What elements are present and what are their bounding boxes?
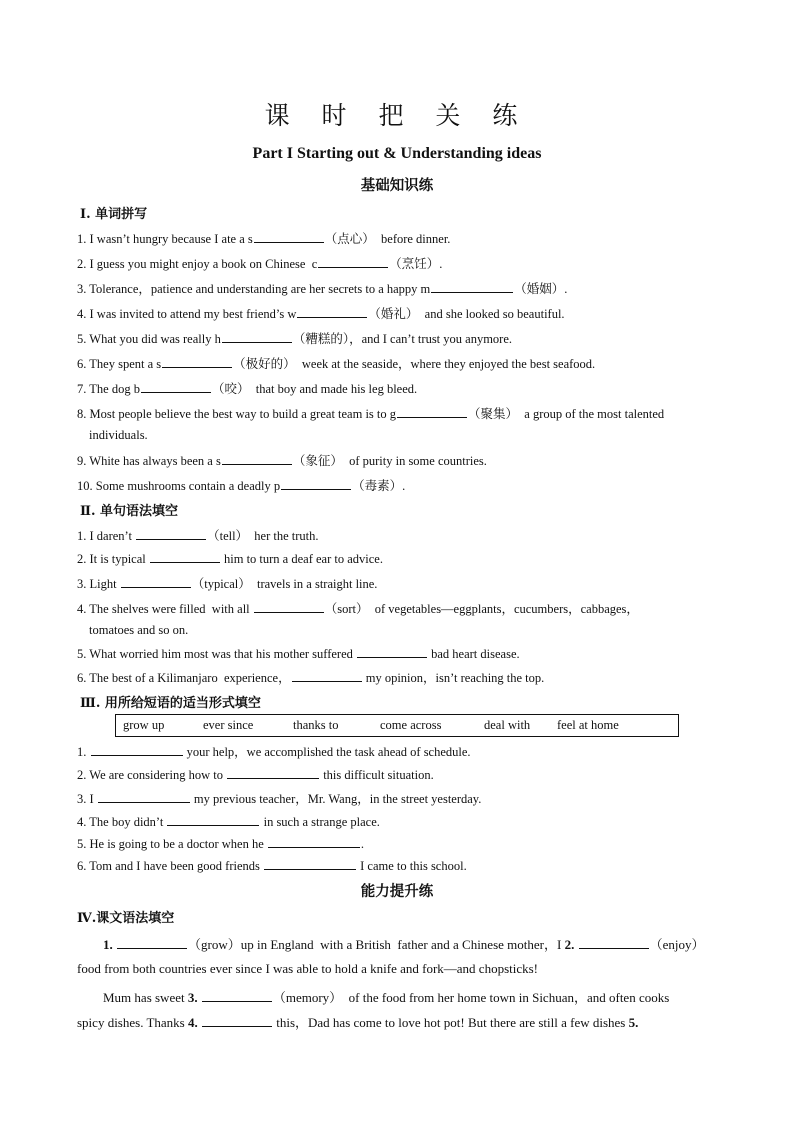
question: 4. I was invited to attend my best friend’s w （婚礼） and she looked so beautiful.: [77, 307, 565, 321]
question: 2. I guess you might enjoy a book on Chinese c （烹饪）.: [77, 257, 443, 271]
question: 4. The shelves were filled with all （sort） of vegetables—eggplants，cucumbers，cabbages，: [77, 602, 639, 616]
question: 8. Most people believe the best way to build a great team is to g （聚集） a group of the most talented: [77, 407, 665, 421]
question: 6. The best of a Kilimanjaro experience， my opinion，isn’t reaching the top.: [77, 671, 545, 685]
page-title: 课 时 把 关 练: [264, 101, 530, 130]
question: 5. He is going to be a doctor when he .: [77, 837, 365, 851]
answer-blank[interactable]: [227, 766, 319, 779]
answer-blank[interactable]: [91, 743, 183, 756]
question: 4. The boy didn’t in such a strange place.: [77, 815, 380, 829]
question: 6. They spent a s （极好的） week at the seaside，where they enjoyed the best seafood.: [77, 357, 596, 371]
question: 2. It is typical him to turn a deaf ear to advice.: [77, 552, 383, 566]
basic-heading: 基础知识练: [360, 177, 434, 194]
answer-blank[interactable]: [162, 355, 232, 368]
passage-line: Mum has sweet 3. （memory） of the food from her home town in Sichuan，and often cooks: [103, 990, 670, 1005]
question: 2. We are considering how to this difficult situation.: [77, 768, 434, 782]
answer-blank[interactable]: [254, 230, 324, 243]
passage-line: spicy dishes. Thanks 4. this，Dad has come to love hot pot! But there are still a few dishes 5.: [77, 1015, 639, 1030]
question: 10. Some mushrooms contain a deadly p （毒素）.: [77, 479, 406, 493]
answer-blank[interactable]: [202, 989, 272, 1002]
answer-blank[interactable]: [222, 452, 292, 465]
question: 5. What worried him most was that his mother suffered bad heart disease.: [77, 647, 520, 661]
question: 5. What you did was really h （糟糕的），and I can’t trust you anymore.: [77, 332, 513, 346]
answer-blank[interactable]: [579, 936, 649, 949]
question: 1. your help，we accomplished the task ahead of schedule.: [77, 745, 471, 759]
part-title: Part I Starting out & Understanding ideas: [252, 145, 542, 162]
answer-blank[interactable]: [202, 1014, 272, 1027]
answer-blank[interactable]: [357, 645, 427, 658]
answer-blank[interactable]: [268, 835, 360, 848]
answer-blank[interactable]: [297, 305, 367, 318]
question: 7. The dog b （咬） that boy and made his leg bleed.: [77, 382, 418, 396]
section-1-heading: Ⅰ. 单词拼写: [80, 207, 148, 222]
phrase-item: deal with: [484, 718, 531, 732]
question: 1. I daren’t （tell） her the truth.: [77, 529, 319, 543]
answer-blank[interactable]: [264, 857, 356, 870]
question: 3. Tolerance，patience and understanding are her secrets to a happy m （婚姻）.: [77, 282, 568, 296]
answer-blank[interactable]: [254, 600, 324, 613]
answer-blank[interactable]: [141, 380, 211, 393]
section-3-heading: Ⅲ. 用所给短语的适当形式填空: [80, 696, 261, 711]
phrase-item: come across: [380, 718, 442, 732]
passage-line: 1. （grow）up in England with a British father and a Chinese mother，I 2. （enjoy）: [103, 937, 705, 952]
answer-blank[interactable]: [281, 477, 351, 490]
answer-blank[interactable]: [117, 936, 187, 949]
question-continuation: individuals.: [89, 428, 148, 442]
phrase-bank: [115, 714, 679, 737]
question: 1. I wasn’t hungry because I ate a s （点心） before dinner.: [77, 232, 451, 246]
answer-blank[interactable]: [397, 405, 467, 418]
answer-blank[interactable]: [167, 813, 259, 826]
answer-blank[interactable]: [150, 550, 220, 563]
answer-blank[interactable]: [431, 280, 513, 293]
question: 6. Tom and I have been good friends I came to this school.: [77, 859, 467, 873]
answer-blank[interactable]: [136, 527, 206, 540]
question: 3. I my previous teacher，Mr. Wang，in the street yesterday.: [77, 792, 482, 806]
passage-line: food from both countries ever since I was able to hold a knife and fork—and chopsticks!: [77, 961, 539, 976]
answer-blank[interactable]: [222, 330, 292, 343]
question: 3. Light （typical） travels in a straight line.: [77, 577, 378, 591]
advanced-heading: 能力提升练: [360, 883, 434, 900]
question-continuation: tomatoes and so on.: [89, 623, 189, 637]
section-2-heading: Ⅱ. 单句语法填空: [80, 504, 179, 519]
answer-blank[interactable]: [318, 255, 388, 268]
answer-blank[interactable]: [98, 790, 190, 803]
phrase-item: grow up: [123, 718, 165, 732]
answer-blank[interactable]: [292, 669, 362, 682]
phrase-item: ever since: [203, 718, 254, 732]
phrase-item: thanks to: [293, 718, 339, 732]
answer-blank[interactable]: [121, 575, 191, 588]
question: 9. White has always been a s （象征） of purity in some countries.: [77, 454, 487, 468]
phrase-item: feel at home: [557, 718, 619, 732]
section-4-heading: Ⅳ.课文语法填空: [77, 911, 175, 926]
